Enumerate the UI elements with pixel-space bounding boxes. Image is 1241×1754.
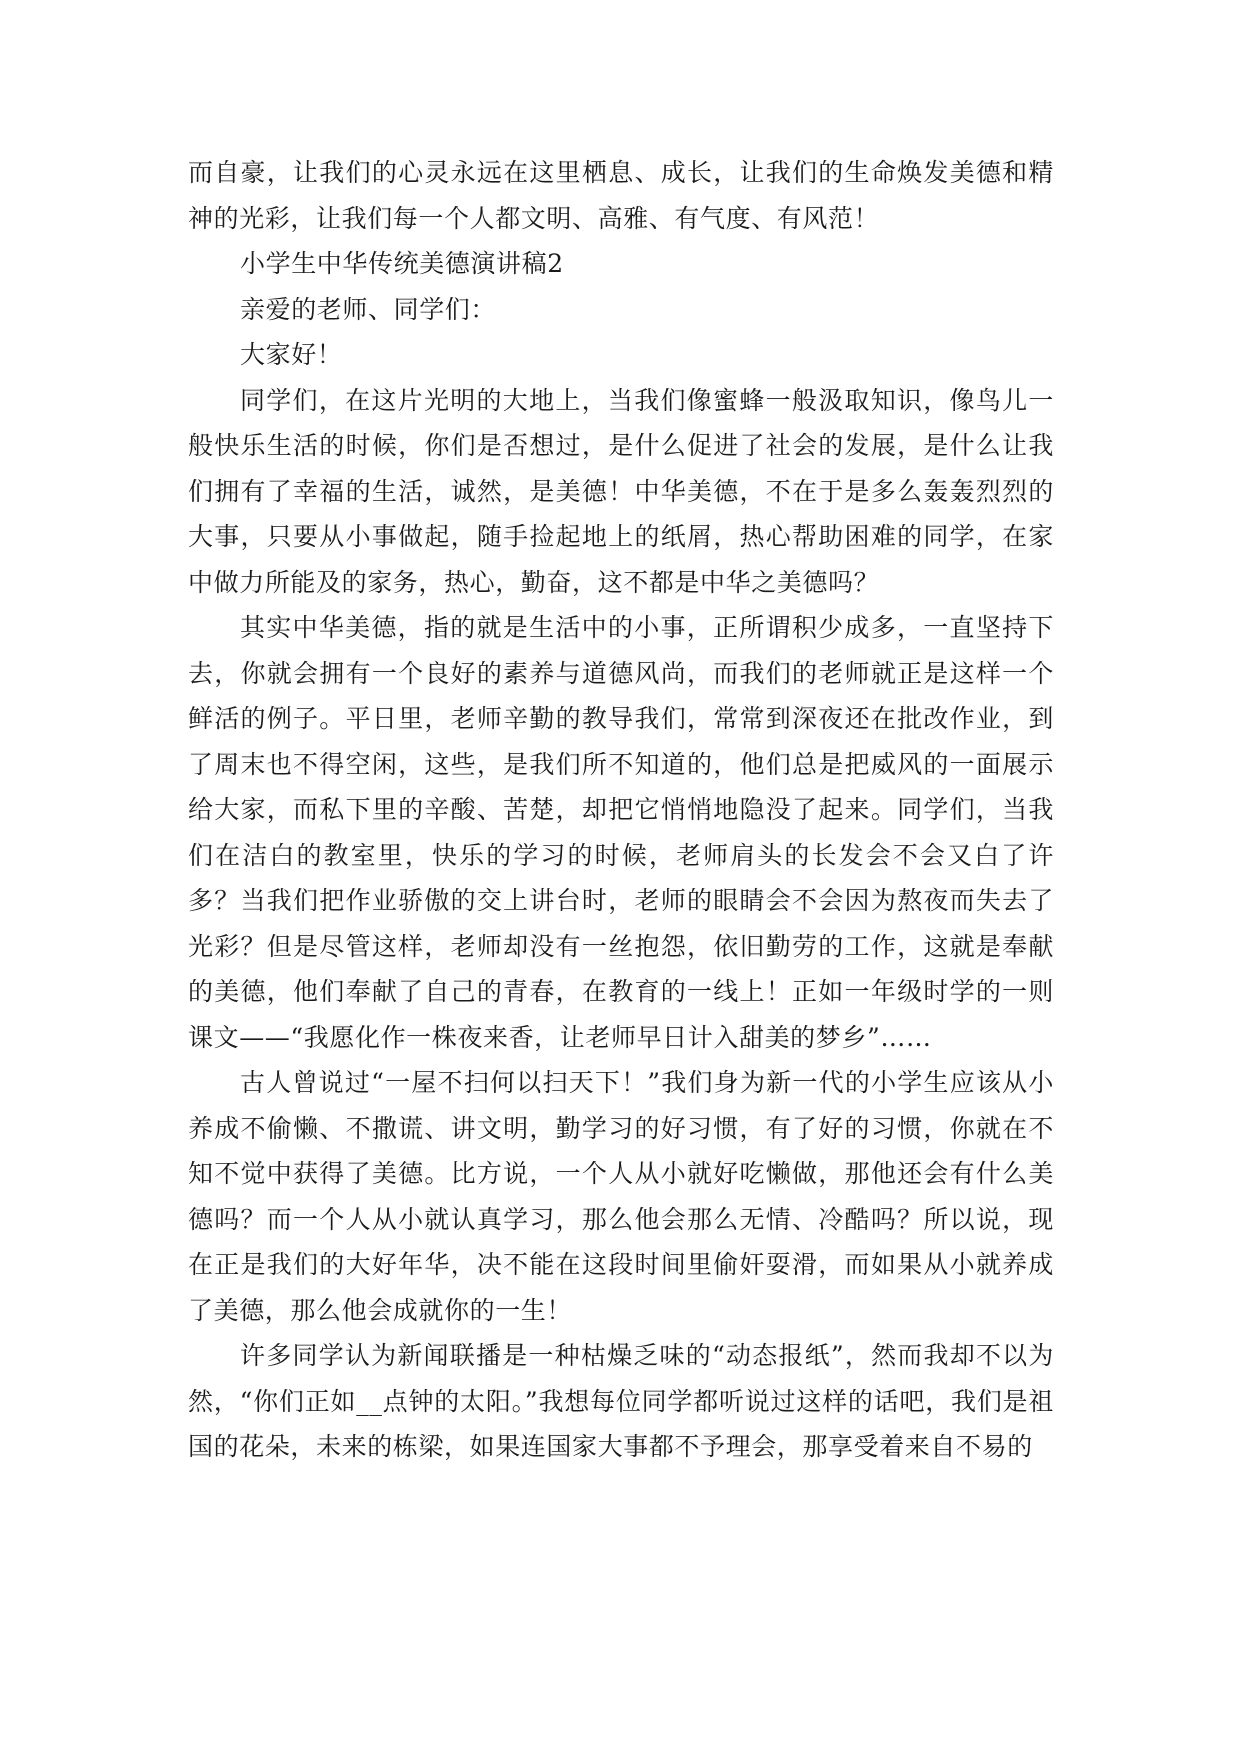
greeting: 大家好！ <box>240 340 343 369</box>
speech-title: 小学生中华传统美德演讲稿2 <box>240 249 564 278</box>
paragraph: 古人曾说过“一屋不扫何以扫天下！”我们身为新一代的小学生应该从小养成不偷懒、不撒谎、讲文明，勤学习的好习惯，有了好的习惯，你就在不知不觉中获得了美德。比方说，一个人从小就好吃懒做，那他还会有什么美德吗？而一个人从小就认真学习，那么他会那么无情、冷酷吗？所以说，现在正是我们的大好年华，决不能在这段时间里偷奸耍滑，而如果从小就养成了美德，那么他会成就你的一生！ <box>188 1068 1054 1325</box>
paragraph-continuation: 而自豪，让我们的心灵永远在这里栖息、成长，让我们的生命焕发美德和精神的光彩，让我们每一个人都文明、高雅、有气度、有风范！ <box>188 158 1054 233</box>
document-body <box>188 150 1054 1470</box>
paragraph: 许多同学认为新闻联播是一种枯燥乏味的“动态报纸”，然而我却不以为然，“你们正如__点钟的太阳。”我想每位同学都听说过这样的话吧，我们是祖国的花朵，未来的栋梁，如果连国家大事都不予理会，那享受着来自不易的 <box>188 1341 1054 1461</box>
paragraph: 其实中华美德，指的就是生活中的小事，正所谓积少成多，一直坚持下去，你就会拥有一个良好的素养与道德风尚，而我们的老师就正是这样一个鲜活的例子。平日里，老师辛勤的教导我们，常常到深夜还在批改作业，到了周末也不得空闲，这些，是我们所不知道的，他们总是把威风的一面展示给大家，而私下里的辛酸、苦楚，却把它悄悄地隐没了起来。同学们，当我们在洁白的教室里，快乐的学习的时候，老师肩头的长发会不会又白了许多？当我们把作业骄傲的交上讲台时，老师的眼睛会不会因为熬夜而失去了光彩？但是尽管这样，老师却没有一丝抱怨，依旧勤劳的工作，这就是奉献的美德，他们奉献了自己的青春，在教育的一线上！正如一年级时学的一则课文——“我愿化作一株夜来香，让老师早日计入甜美的梦乡”…… <box>188 613 1054 1052</box>
paragraph: 同学们，在这片光明的大地上，当我们像蜜蜂一般汲取知识，像鸟儿一般快乐生活的时候，你们是否想过，是什么促进了社会的发展，是什么让我们拥有了幸福的生活，诚然，是美德！中华美德，不在于是多么轰轰烈烈的大事，只要从小事做起，随手捡起地上的纸屑，热心帮助困难的同学，在家中做力所能及的家务，热心，勤奋，这不都是中华之美德吗？ <box>188 385 1054 597</box>
salutation: 亲爱的老师、同学们： <box>240 294 497 324</box>
